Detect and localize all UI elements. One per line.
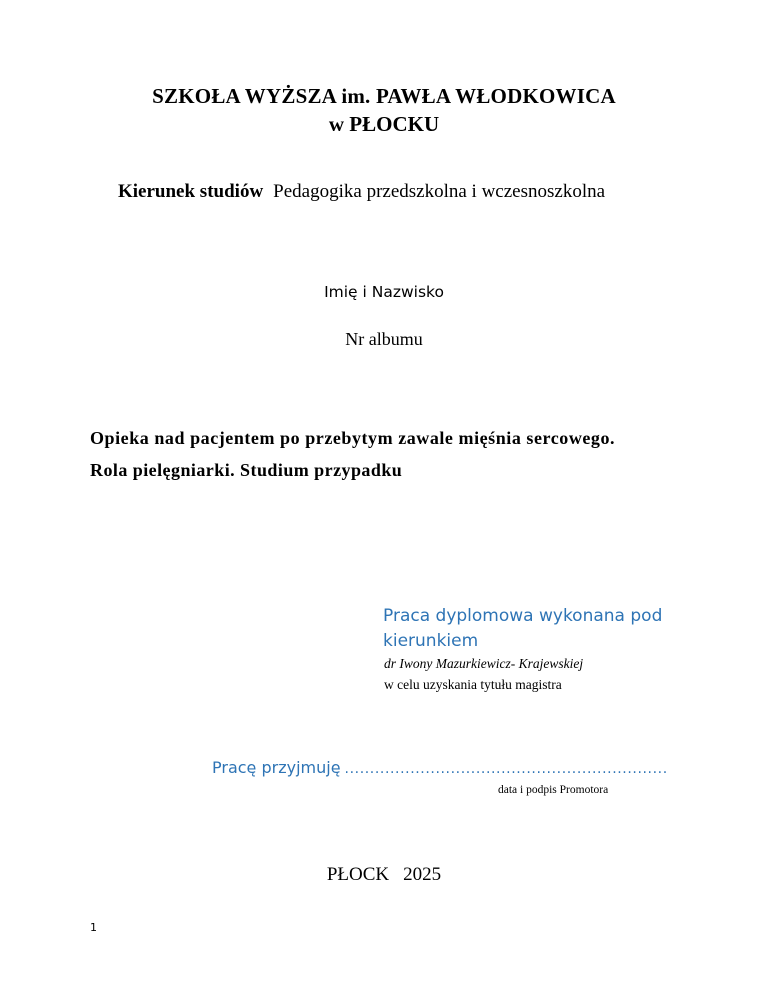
field-of-study-row [118,181,605,203]
field-of-study-label: Kierunek studiów [118,181,264,202]
student-name-placeholder: Imię i Nazwisko [324,283,444,301]
university-name: SZKOŁA WYŻSZA im. PAWŁA WŁODKOWICA [152,84,616,108]
thesis-title-line1: Opieka nad pacjentem po przebytym zawale mięśnia sercowego. [90,428,616,448]
university-city: w PŁOCKU [328,112,440,136]
place: PŁOCK [326,864,390,885]
signature-dotted-line: ................................................................ [344,761,668,777]
promoter-name: dr Iwony Mazurkiewicz- Krajewskiej [384,656,584,671]
field-of-study-value: Pedagogika przedszkolna i wczesnoszkolna [273,181,606,202]
place-and-year [0,864,768,886]
acceptance-label: Pracę przyjmuję [212,758,341,777]
thesis-title-line2: Rola pielęgniarki. Studium przypadku [90,460,403,480]
signature-caption: data i podpis Promotora [498,784,609,796]
supervision-intro: Praca dyplomowa wykonana pod kierunkiem [383,606,663,651]
album-number-placeholder: Nr albumu [345,329,423,349]
degree-purpose: w celu uzyskania tytułu magistra [384,677,562,692]
page-number: 1 [90,921,97,934]
acceptance-line [212,758,668,777]
year: 2025 [403,864,442,885]
